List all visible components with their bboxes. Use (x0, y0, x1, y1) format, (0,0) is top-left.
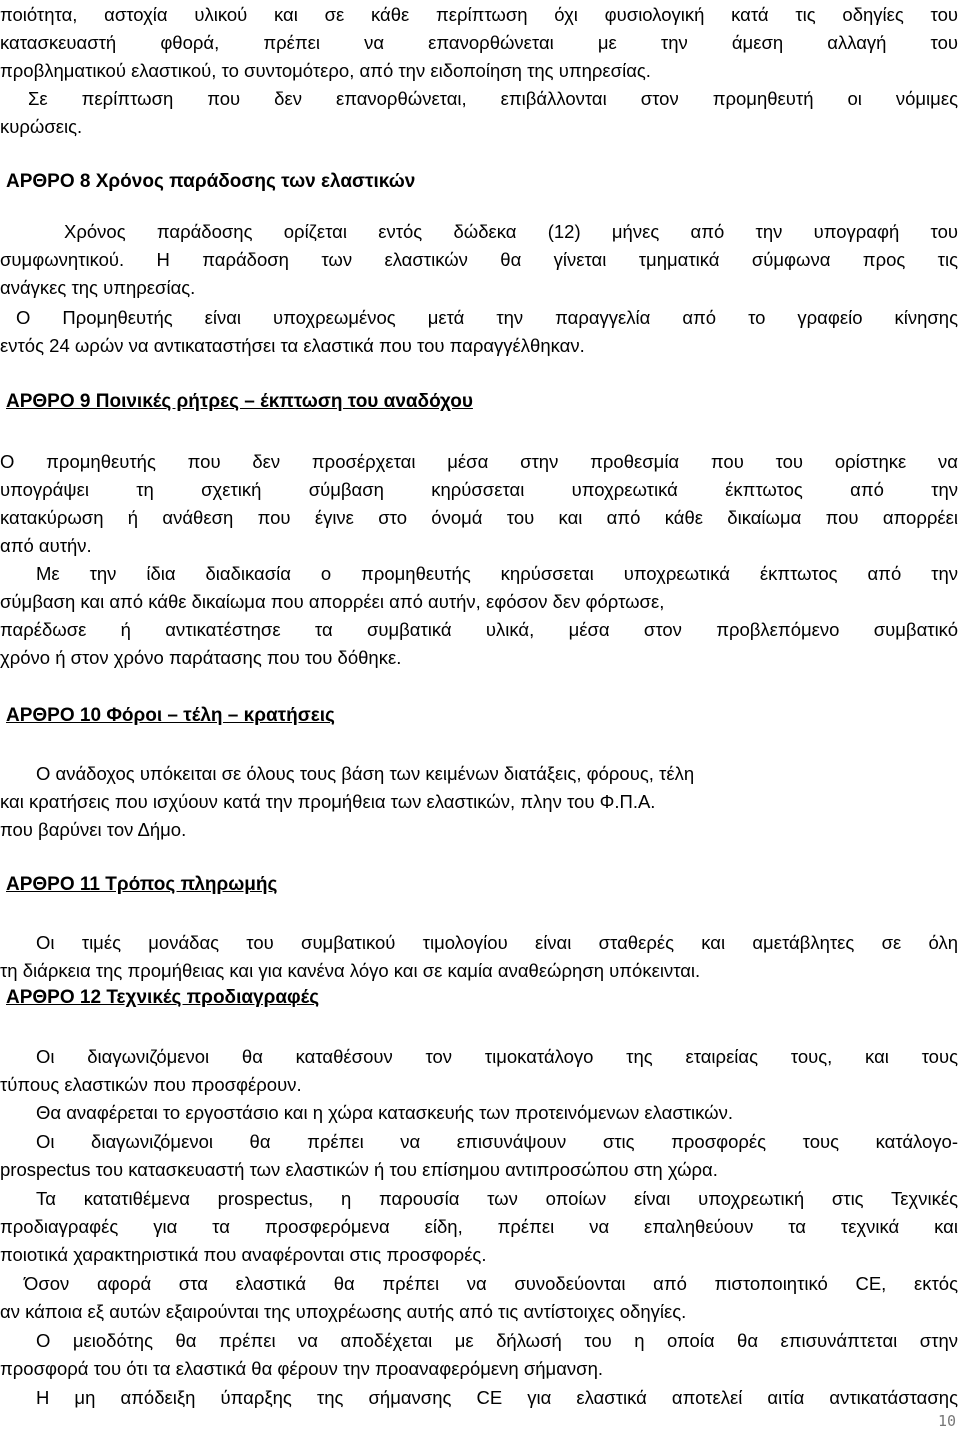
text-line: ανάγκες της υπηρεσίας. (0, 277, 196, 298)
text-line: συμφωνητικού. Η παράδοση των ελαστικών θα γίνεται τμηματικά σύμφωνα προς τις (0, 249, 958, 270)
article-12-heading: ΑΡΘΡΟ 12 Τεχνικές προδιαγραφές (6, 987, 320, 1008)
text-line: Ο Προμηθευτής είναι υποχρεωμένος μετά την παραγγελία από το γραφείο κίνησης (16, 307, 958, 328)
text-line: Η μη απόδειξη ύπαρξης της σήμανσης CE για ελαστικά αποτελεί αιτία αντικατάστασης (36, 1387, 958, 1408)
text-line: Οι τιμές μονάδας του συμβατικού τιμολογίου είναι σταθερές και αμετάβλητες σε όλη (36, 932, 958, 953)
text-line: τη διάρκεια της προμήθειας και για κανένα λόγο και σε καμία αναθεώρηση υπόκεινται. (0, 960, 701, 981)
text-line: υπογράψει τη σχετική σύμβαση κηρύσσεται υποχρεωτικά έκπτωτος από την (0, 479, 958, 500)
text-line: κατακύρωση ή ανάθεση που έγινε στο όνομά του και από κάθε δικαίωμα που απορρέει (0, 507, 958, 528)
text-line: Σε περίπτωση που δεν επανορθώνεται, επιβάλλονται στον προμηθευτή οι νόμιμες (28, 88, 958, 109)
article-10-heading: ΑΡΘΡΟ 10 Φόροι – τέλη – κρατήσεις (6, 705, 335, 726)
text-line: σύμβαση και από κάθε δικαίωμα που απορρέει από αυτήν, εφόσον δεν φόρτωσε, (0, 591, 665, 612)
text-line: Όσον αφορά στα ελαστικά θα πρέπει να συνοδεύονται από πιστοποιητικό CE, εκτός (24, 1273, 958, 1294)
page-number: 10 (937, 1412, 956, 1430)
text-line: Χρόνος παράδοσης ορίζεται εντός δώδεκα (12) μήνες από την υπογραφή του (64, 221, 958, 242)
text-line: και κρατήσεις που ισχύουν κατά την προμήθεια των ελαστικών, πλην του Φ.Π.Α. (0, 791, 656, 812)
text-line: Τα κατατιθέμενα prospectus, η παρουσία των οποίων είναι υποχρεωτική στις Τεχνικές (36, 1188, 958, 1209)
text-line: prospectus του κατασκευαστή των ελαστικών ή του επίσημου αντιπροσώπου στη χώρα. (0, 1159, 718, 1180)
text-line: που βαρύνει τον Δήμο. (0, 819, 187, 840)
text-line: Με την ίδια διαδικασία ο προμηθευτής κηρύσσεται υποχρεωτικά έκπτωτος από την (36, 563, 958, 584)
text-line: από αυτήν. (0, 535, 92, 556)
text-line: παρέδωσε ή αντικατέστησε τα συμβατικά υλικά, μέσα στον προβλεπόμενο συμβατικό (0, 619, 958, 640)
text-line: προβληματικού ελαστικού, το συντομότερο, από την ειδοποίηση της υπηρεσίας. (0, 60, 651, 81)
article-9-heading: ΑΡΘΡΟ 9 Ποινικές ρήτρες – έκπτωση του αναδόχου (6, 391, 473, 412)
text-line: Θα αναφέρεται το εργοστάσιο και η χώρα κατασκευής των προτεινόμενων ελαστικών. (36, 1102, 734, 1123)
article-8-heading: ΑΡΘΡΟ 8 Χρόνος παράδοσης των ελαστικών (6, 171, 416, 192)
text-line: ποιότητα, αστοχία υλικού και σε κάθε περίπτωση όχι φυσιολογική κατά τις οδηγίες του (0, 4, 958, 25)
text-line: Ο μειοδότης θα πρέπει να αποδέχεται με δήλωσή του η οποία θα επισυνάπτεται στην (36, 1330, 958, 1351)
text-line: κυρώσεις. (0, 116, 83, 137)
text-line: αν κάποια εξ αυτών εξαιρούνται της υποχρέωσης αυτής από τις αντίστοιχες οδηγίες. (0, 1301, 687, 1322)
text-line: προσφορά του ότι τα ελαστικά θα φέρουν την προαναφερόμενη σήμανση. (0, 1358, 603, 1379)
text-line: Οι διαγωνιζόμενοι θα καταθέσουν τον τιμοκατάλογο της εταιρείας τους, και τους (36, 1046, 958, 1067)
text-line: χρόνο ή στον χρόνο παράτασης που του δόθηκε. (0, 647, 402, 668)
text-line: προδιαγραφές για τα προσφερόμενα είδη, πρέπει να επαληθεύουν τα τεχνικά και (0, 1216, 958, 1237)
text-line: Οι διαγωνιζόμενοι θα πρέπει να επισυνάψουν στις προσφορές τους κατάλογο- (36, 1131, 958, 1152)
text-line: τύπους ελαστικών που προσφέρουν. (0, 1074, 302, 1095)
text-line: ποιοτικά χαρακτηριστικά που αναφέρονται στις προσφορές. (0, 1244, 487, 1265)
text-line: κατασκευαστή φθορά, πρέπει να επανορθώνεται με την άμεση αλλαγή του (0, 32, 958, 53)
article-11-heading: ΑΡΘΡΟ 11 Τρόπος πληρωμής (6, 874, 278, 895)
text-line: Ο ανάδοχος υπόκειται σε όλους τους βάση των κειμένων διατάξεις, φόρους, τέλη (36, 763, 695, 784)
text-line: Ο προμηθευτής που δεν προσέρχεται μέσα στην προθεσμία που του ορίστηκε να (0, 451, 958, 472)
text-line: εντός 24 ωρών να αντικαταστήσει τα ελαστικά που του παραγγέλθηκαν. (0, 335, 585, 356)
